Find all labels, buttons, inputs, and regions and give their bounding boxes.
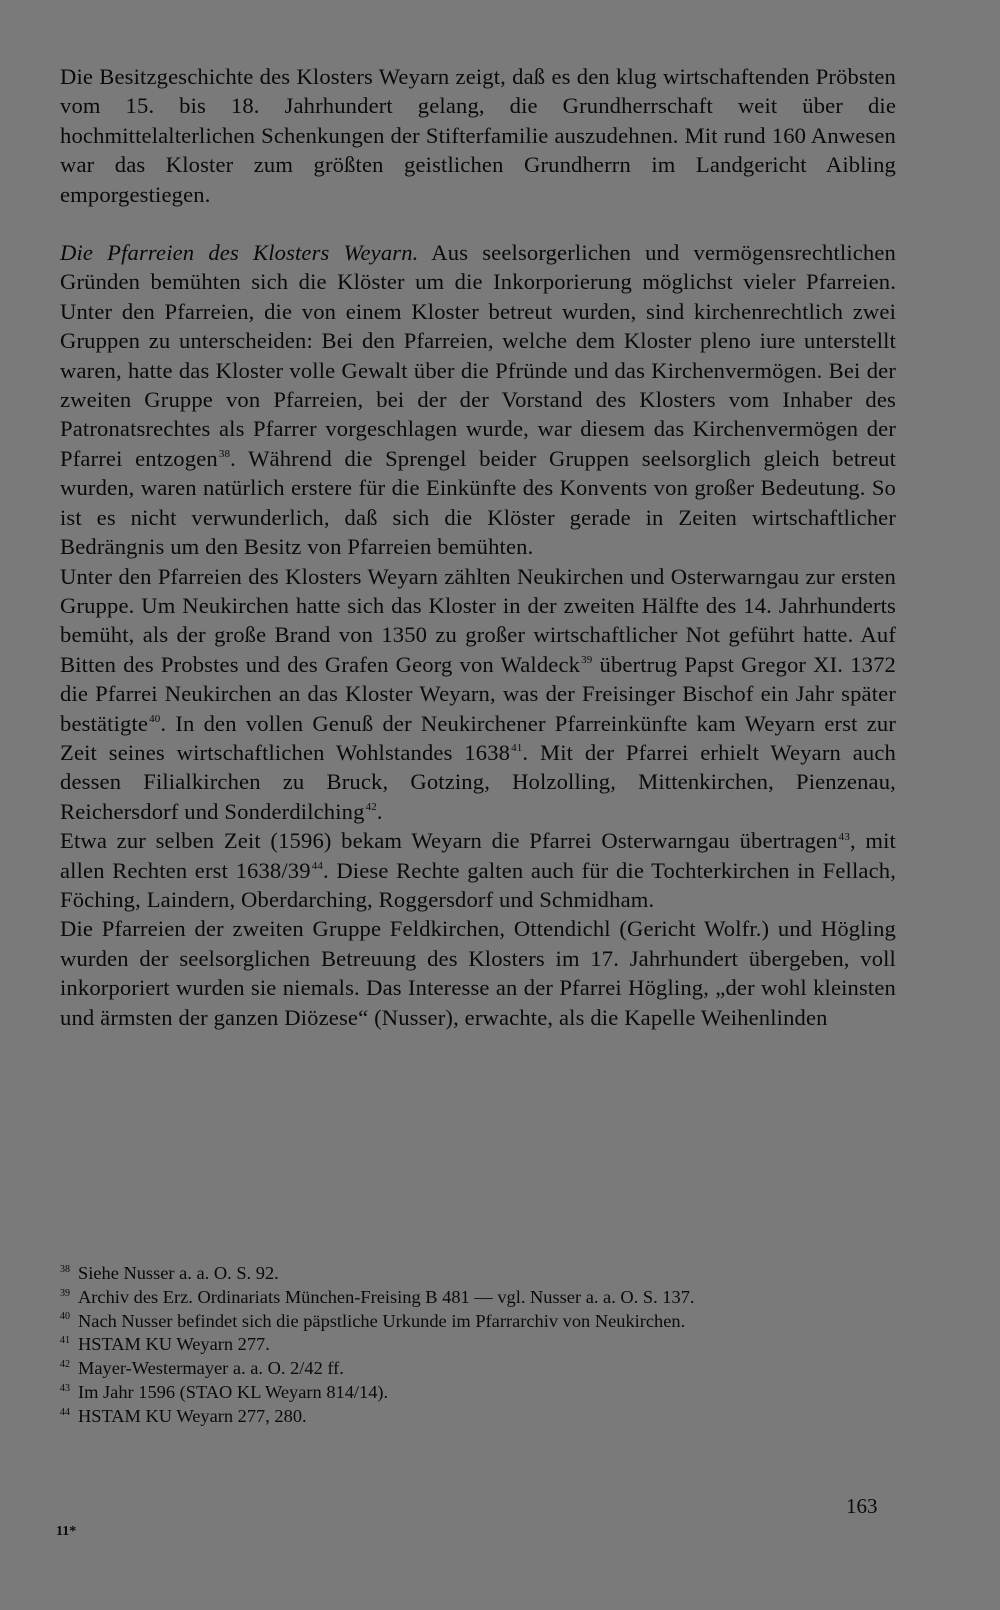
footnote-text: Siehe Nusser a. a. O. S. 92.: [78, 1263, 279, 1283]
footnote-text: Archiv des Erz. Ordinariats München-Freising B 481 — vgl. Nusser a. a. O. S. 137.: [78, 1286, 695, 1307]
footnote-number: 39: [60, 1287, 70, 1299]
footnote-ref[interactable]: 43: [838, 830, 850, 843]
footnote-ref[interactable]: 41: [511, 742, 523, 755]
footnote-41: [60, 1333, 896, 1357]
footnote-number: 38: [60, 1263, 70, 1275]
footnote-44: [60, 1405, 896, 1429]
footnote-ref[interactable]: 38: [218, 448, 231, 461]
signature-mark: 11*: [56, 1524, 77, 1539]
main-text: [60, 62, 896, 1032]
footnote-text: HSTAM KU Weyarn 277.: [78, 1334, 270, 1355]
paragraph-5: Die Pfarreien der zweiten Gruppe Feldkirchen, Ottendichl (Gericht Wolfr.) und Högling wurden der seelsorglichen Betreuung des Klosters im 17. Jahrhundert übergeben, voll inkorporiert wurden sie niemals. Das Interesse an der Pfarrei Högling, „der wohl kleinsten und ärmsten der ganzen Diözese“ (Nusser), erwachte, als die Kapelle Weihenlinden: [60, 916, 896, 1030]
footnote-text: Mayer-Westermayer a. a. O. 2/42 ff.: [78, 1358, 344, 1379]
paragraph-4: [60, 826, 896, 914]
paragraph-text: Aus seelsorgerlichen und vermögensrechtlichen Gründen bemühten sich die Klöster um die Inkorporierung möglichst vieler Pfarreien. Unter den Pfarreien, die von einem Kloster betreut wurden, sind kirchenrechtlich zwei Gruppen zu unterscheiden: Bei den Pfarreien, welche dem Kloster pleno iure unterstellt waren, hatte das Kloster volle Gewalt über die Pfründe und das Kirchenvermögen. Bei der zweiten Gruppe von Pfarreien, bei der der Vorstand des Klosters vom Inhaber des Patronatsrechtes als Pfarrer vorgeschlagen wurde, war diesem das Kirchenvermögen der Pfarrei entzogen: [60, 240, 896, 471]
footnote-text: Nach Nusser befindet sich die päpstliche Urkunde im Pfarrarchiv von Neukirchen.: [78, 1310, 686, 1331]
footnote-42: [60, 1357, 896, 1381]
footnote-ref[interactable]: 44: [311, 860, 323, 873]
footnote-number: 41: [60, 1335, 70, 1347]
paragraph-text: Unter den Pfarreien des Klosters Weyarn zählten Neukirchen und Osterwarngau zur ersten Gruppe. Um Neukirchen hatte sich das Kloster in der zweiten Hälfte des 14. Jahrhunderts bemüht, als der große Brand von 1350 zu großer wirtschaftlicher Not geführt hatte. Auf Bitten des Probstes und des Grafen Georg von Waldeck: [60, 563, 896, 677]
footnote-43: [60, 1381, 896, 1405]
footnote-40: [60, 1310, 896, 1334]
footnote-39: [60, 1286, 896, 1310]
page-number: 163: [846, 1494, 878, 1518]
paragraph-text: . Mit der Pfarrei erhielt Weyarn auch dessen Filialkirchen zu Bruck, Gotzing, Holzolling, Mittenkirchen, Pienzenau, Reichersdorf und Sonderdilching: [60, 739, 896, 824]
section-heading: Die Pfarreien des Klosters Weyarn.: [60, 240, 419, 266]
paragraph-text: , mit allen Rechten erst 1638/39: [60, 828, 896, 883]
footnotes: [60, 1262, 896, 1429]
paragraph-text: übertrug Papst Gregor XI. 1372 die Pfarrei Neukirchen an das Kloster Weyarn, was der Freisinger Bischof ein Jahr später bestätigte: [60, 651, 896, 736]
paragraph-text: . Während die Sprengel beider Gruppen seelsorglich gleich betreut wurden, waren natürlich erstere für die Einkünfte des Konvents von großer Bedeutung. So ist es nicht verwunderlich, daß sich die Klöster gerade in Zeiten wirtschaftlicher Bedrängnis um den Besitz von Pfarreien bemühten.: [60, 445, 896, 560]
footnote-number: 44: [60, 1406, 70, 1418]
footnote-number: 42: [60, 1359, 70, 1371]
paragraph-3: [60, 562, 896, 827]
paragraph-text: . Diese Rechte galten auch für die Tochterkirchen in Fellach, Föching, Laindern, Oberdarching, Roggersdorf und Schmidham.: [60, 857, 896, 912]
footnote-number: 40: [60, 1311, 70, 1323]
paragraph-2: [60, 238, 896, 561]
footnote-ref[interactable]: 40: [149, 713, 161, 725]
footnote-ref[interactable]: 42: [365, 801, 377, 814]
paragraph-text: Etwa zur selben Zeit (1596) bekam Weyarn die Pfarrei Osterwarngau übertragen: [60, 828, 838, 854]
footnote-text: Im Jahr 1596 (STAO KL Weyarn 814/14).: [78, 1381, 389, 1402]
paragraph-1: Die Besitzgeschichte des Klosters Weyarn zeigt, daß es den klug wirtschaftenden Pröbsten vom 15. bis 18. Jahrhundert gelang, die Grundherrschaft weit über die hochmittelalterlichen Schenkungen der Stifterfamilie auszudehnen. Mit rund 160 Anwesen war das Kloster zum größten geistlichen Grundherrn im Landgericht Aibling emporgestiegen.: [60, 64, 896, 207]
footnote-ref[interactable]: 39: [581, 654, 593, 667]
footnote-38: [60, 1262, 896, 1286]
paragraph-text: .: [376, 798, 383, 824]
footnote-number: 43: [60, 1382, 70, 1394]
footnote-text: HSTAM KU Weyarn 277, 280.: [78, 1405, 307, 1426]
paragraph-text: . In den vollen Genuß der Neukirchener Pfarreinkünfte kam Weyarn erst zur Zeit seines wirtschaftlichen Wohlstandes 1638: [60, 710, 896, 765]
